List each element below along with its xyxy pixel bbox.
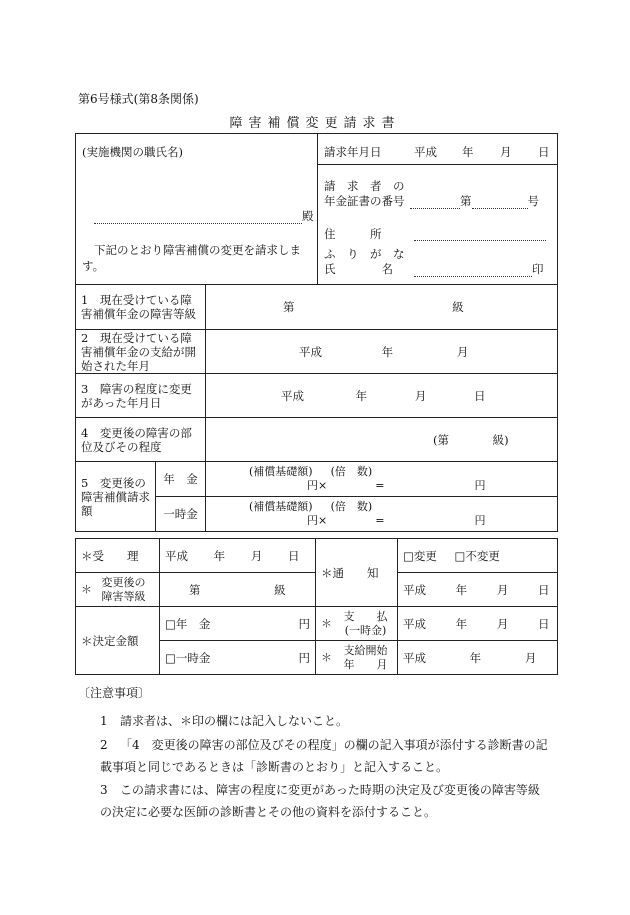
pension-amount[interactable]: [206, 462, 558, 497]
furigana-label: ふ り が な: [324, 247, 405, 261]
note-text: 「4 変更後の障害の部位及びその程度」の欄の記入事項が添付する診断書の記載事項と同じであるときは「診断書のとおり」と記入すること。: [100, 738, 548, 774]
agency-label: (実施機関の職氏名): [82, 145, 183, 159]
address-label: 住 所: [324, 227, 382, 241]
day: 日: [537, 616, 550, 631]
row2-value[interactable]: [206, 330, 558, 374]
note-item: [100, 710, 550, 732]
note-number: 1: [100, 714, 108, 728]
dai-label: 第: [460, 194, 472, 208]
base-label: (補償基礎額): [249, 465, 313, 478]
row3-era: 平成: [281, 388, 304, 403]
row3-value[interactable]: [206, 374, 558, 418]
claimant-cell: [318, 134, 558, 285]
request-text-line1: 下記のとおり障害補償の変更を請求しま: [94, 243, 301, 257]
change-checkbox[interactable]: □変更: [403, 548, 437, 563]
lump-sum-checkbox[interactable]: □一時金: [165, 650, 211, 665]
decided-lump-sum[interactable]: [160, 641, 316, 675]
honorific: 殿: [302, 209, 314, 223]
office-use-table: [75, 538, 558, 675]
row2-era: 平成: [299, 344, 322, 359]
row1-kyu: 級: [452, 300, 464, 314]
day: 日: [287, 548, 300, 563]
grade-label-1: 変更後の: [101, 575, 146, 589]
note-item: [100, 779, 550, 823]
address-field[interactable]: [414, 226, 546, 241]
yen: 円: [298, 650, 310, 665]
start-label: [316, 641, 398, 675]
name-label: 氏 名: [324, 262, 394, 276]
yen-x: 円×: [307, 514, 328, 527]
month: 月: [250, 548, 263, 563]
start-label-2: 年 月: [343, 657, 388, 671]
claim-table: [75, 133, 558, 532]
asterisk: ＊: [321, 650, 332, 664]
row4-value[interactable]: [206, 418, 558, 462]
row3-day: 日: [473, 388, 486, 403]
certificate-number-field[interactable]: [410, 193, 539, 209]
date-label: 請求年月日: [324, 145, 382, 159]
day: 日: [537, 582, 550, 597]
payment-label: [316, 607, 398, 641]
decided-amount-label: ＊決定金額: [76, 607, 160, 675]
mult-label: (倍 数): [330, 465, 373, 478]
claimant-label-2: 年金証書の番号: [324, 194, 405, 208]
note-number: 3: [100, 783, 108, 797]
yen: 円: [298, 616, 310, 631]
yen-x: 円×: [307, 479, 328, 492]
gou-label: 号: [527, 194, 540, 208]
year: 年: [213, 548, 226, 563]
year: 年: [469, 650, 482, 665]
notice-label: ＊通 知: [316, 539, 398, 607]
decided-pension[interactable]: [160, 607, 316, 641]
addressee-cell: [76, 134, 318, 285]
change-options[interactable]: [398, 539, 558, 573]
equals: =: [375, 514, 385, 527]
kyu: 級: [274, 582, 286, 597]
asterisk: ＊: [81, 582, 92, 596]
note-item: [100, 734, 550, 778]
row3-label: 3 障害の程度に変更があった年月日: [76, 374, 206, 418]
start-date[interactable]: [398, 641, 558, 675]
payment-label-1: 支 払: [343, 609, 388, 623]
note-text: 請求者は、＊印の欄には記入しないこと。: [120, 714, 349, 728]
grade-label: [76, 573, 160, 607]
year: 年: [455, 616, 468, 631]
note-text: この請求書には、障害の程度に変更があった時期の決定及び変更後の障害等級の決定に必要な医師の診断書とその他の資料を添付すること。: [100, 783, 540, 819]
pension-checkbox[interactable]: □年 金: [165, 616, 211, 631]
month: 月: [524, 650, 537, 665]
date-year: 年: [462, 145, 474, 159]
yen: 円: [474, 514, 486, 527]
row3-year: 年: [355, 388, 368, 403]
month: 月: [496, 616, 509, 631]
row1-value[interactable]: [206, 285, 558, 330]
payment-label-2: (一時金): [344, 623, 387, 637]
no-change-checkbox[interactable]: □不変更: [454, 548, 500, 563]
row1-dai: 第: [283, 300, 295, 314]
mult-label: (倍 数): [330, 500, 373, 513]
era: 平成: [403, 616, 426, 631]
receipt-date[interactable]: [160, 539, 316, 573]
row2-label: 2 現在受けている障害補償年金の支給が開始された年月: [76, 330, 206, 374]
grade-label-2: 障害等級: [101, 589, 146, 603]
era: 平成: [165, 548, 188, 563]
form-number: 第6号様式(第8条関係): [78, 92, 199, 106]
receipt-label: ＊受 理: [76, 539, 160, 573]
equals: =: [375, 479, 385, 492]
era: 平成: [403, 582, 426, 597]
row4-dai: (第: [433, 432, 449, 447]
row4-label: 4 変更後の障害の部位及びその程度: [76, 418, 206, 462]
lump-sum-amount[interactable]: [206, 497, 558, 532]
row1-label: 1 現在受けている障害補償年金の障害等級: [76, 285, 206, 330]
date-era: 平成: [414, 145, 438, 159]
row2-year: 年: [381, 344, 394, 359]
month: 月: [496, 582, 509, 597]
row5-label: 5 変更後の障害補償請求額: [76, 462, 156, 532]
payment-date[interactable]: [398, 607, 558, 641]
pension-label: 年 金: [156, 462, 206, 497]
grade-value[interactable]: [160, 573, 316, 607]
date-month: 月: [500, 145, 512, 159]
request-text-line2: す。: [82, 259, 105, 273]
note-number: 2: [100, 738, 108, 752]
era: 平成: [403, 650, 426, 665]
divider: [318, 164, 558, 165]
date-day: 日: [538, 145, 550, 159]
dai: 第: [189, 582, 201, 597]
yen: 円: [474, 479, 486, 492]
claimant-label-1: 請 求 者 の: [324, 179, 405, 193]
name-field[interactable]: [414, 261, 544, 277]
base-label: (補償基礎額): [249, 500, 313, 513]
notice-date[interactable]: [398, 573, 558, 607]
notes-title: 〔注意事項〕: [78, 686, 151, 700]
row3-month: 月: [414, 388, 427, 403]
lump-sum-label: 一時金: [156, 497, 206, 532]
row2-month: 月: [456, 344, 469, 359]
seal-mark: 印: [532, 262, 544, 276]
year: 年: [455, 582, 468, 597]
addressee-field[interactable]: [94, 208, 314, 224]
row4-kyu: 級): [492, 432, 509, 447]
start-label-1: 支給開始: [343, 643, 388, 657]
page-title: 障害補償変更請求書: [229, 116, 401, 131]
asterisk: ＊: [321, 616, 332, 630]
